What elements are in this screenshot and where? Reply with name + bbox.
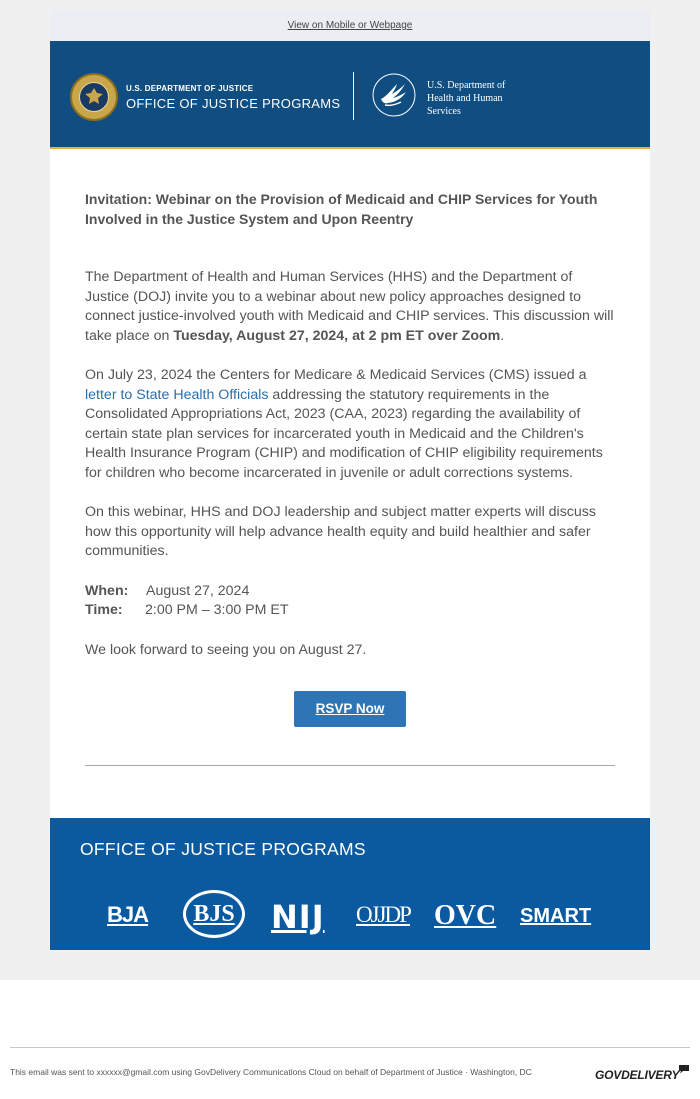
when-value: August 27, 2024	[146, 582, 250, 599]
hhs-eagle-icon	[371, 72, 417, 118]
bja-logo[interactable]: BJA	[107, 902, 149, 927]
doj-line1: U.S. DEPARTMENT OF JUSTICE	[126, 84, 254, 93]
when-row	[85, 582, 615, 602]
bjs-logo[interactable]: BJS	[183, 890, 245, 938]
doj-line2: OFFICE OF JUSTICE PROGRAMS	[126, 96, 341, 111]
ovc-logo[interactable]: OVC	[434, 900, 497, 931]
email-card	[50, 10, 650, 950]
paragraph-webinar: On this webinar, HHS and DOJ leadership and subject matter experts will discuss how this opportunity will help advance health equity and build healthier and safer communities.	[85, 504, 596, 559]
intro-date-bold: Tuesday, August 27, 2024, at 2 pm ET over Zoom	[173, 327, 501, 344]
email-header	[50, 41, 650, 149]
smart-logo[interactable]: SMART	[520, 905, 592, 927]
event-details	[85, 582, 615, 621]
time-value: 2:00 PM – 3:00 PM ET	[145, 602, 289, 618]
ojp-footer	[50, 818, 650, 950]
header-divider	[353, 72, 354, 120]
email-content	[50, 190, 650, 727]
view-online-bar	[50, 10, 650, 41]
ojjdp-logo[interactable]: OJJDP	[356, 902, 410, 927]
letter-link[interactable]: letter to State Health Officials	[85, 386, 269, 403]
doj-wordmark	[126, 84, 340, 111]
time-row	[85, 601, 615, 621]
legal-text: This email was sent to xxxxxx@gmail.com using GovDelivery Communications Cloud on behalf of Department of Justice · Washington, DC	[10, 1067, 532, 1077]
legal-divider	[10, 1047, 690, 1048]
intro-end: .	[500, 327, 505, 344]
content-divider	[85, 765, 615, 766]
when-label: When:	[85, 582, 129, 599]
cms-text-end: addressing the statutory requirements in the Consolidated Appropriations Act, 2023 (CAA, 2023) regarding the availability of certain state plan services for incarcerated youth in Medicaid and the Children's Health Insurance Program (CHIP) and modification of CHIP eligibility requirements for children who become incarcerated in juvenile or adult corrections systems.	[85, 386, 603, 481]
rsvp-button[interactable]: RSVP Now	[294, 691, 406, 727]
ojp-footer-title: OFFICE OF JUSTICE PROGRAMS	[80, 839, 366, 859]
paragraph-closing: We look forward to seeing you on August 27.	[85, 641, 367, 658]
hhs-line2: Health and Human	[427, 93, 503, 104]
hhs-line1: U.S. Department of	[427, 80, 506, 91]
time-label: Time:	[85, 602, 123, 618]
speech-bubble-icon	[678, 1064, 690, 1074]
email-title: Invitation: Webinar on the Provision of Medicaid and CHIP Services for Youth Involved in the Justice System and Upon Reentry	[85, 191, 598, 227]
hhs-line3: Services	[427, 106, 461, 117]
cms-text-start: On July 23, 2024 the Centers for Medicare & Medicaid Services (CMS) issued a	[85, 367, 587, 383]
nij-logo[interactable]: NIJ	[271, 898, 325, 936]
doj-seal-icon	[70, 73, 118, 121]
paragraph-cms	[85, 366, 615, 483]
view-online-link[interactable]: View on Mobile or Webpage	[287, 20, 413, 31]
paragraph-intro	[85, 268, 615, 346]
rsvp-wrapper	[85, 691, 615, 727]
govdelivery-logo[interactable]: GOVDELIVERY	[595, 1068, 680, 1082]
intro-text: The Department of Health and Human Services (HHS) and the Department of Justice (DOJ) invite you to a webinar about new policy approaches designed to connect justice-involved youth with Medicaid and CHIP services. This discussion will take place on	[85, 269, 614, 344]
hhs-wordmark	[427, 79, 505, 118]
